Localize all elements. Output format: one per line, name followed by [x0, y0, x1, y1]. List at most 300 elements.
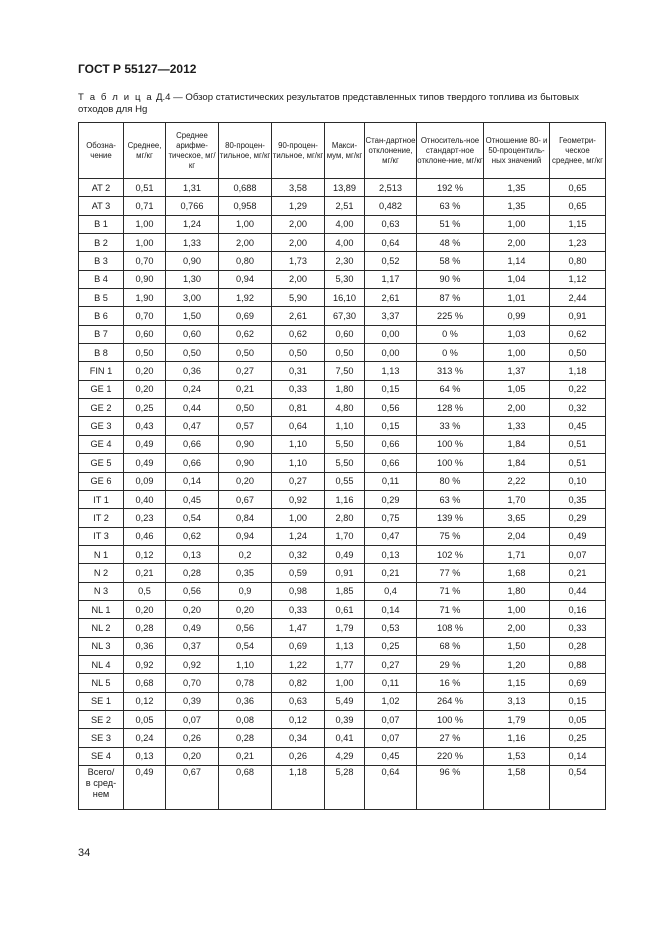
table-row: [79, 234, 606, 252]
table-cell: 2,22: [484, 472, 550, 490]
table-cell: 0,21: [365, 564, 417, 582]
column-header: Стан-дартное отклонение, мг/кг: [365, 123, 417, 179]
row-designation: B 3: [79, 252, 124, 270]
table-cell: 0,13: [166, 545, 219, 563]
table-cell: 7,50: [325, 362, 365, 380]
row-designation: NL 2: [79, 619, 124, 637]
table-cell: 0,61: [325, 600, 365, 618]
table-cell: 3,58: [272, 179, 325, 197]
table-cell: 1,68: [484, 564, 550, 582]
table-cell: 1,92: [219, 289, 272, 307]
table-cell: 0,9: [219, 582, 272, 600]
table-cell: 1,00: [325, 674, 365, 692]
table-cell: 0,90: [219, 454, 272, 472]
table-row: [79, 215, 606, 233]
table-cell: 0,33: [272, 600, 325, 618]
table-body: [79, 179, 606, 810]
table-cell: 0,64: [365, 234, 417, 252]
table-cell: 0,80: [550, 252, 606, 270]
table-cell: 1,24: [166, 215, 219, 233]
table-cell: 1,15: [484, 674, 550, 692]
table-cell: 1,16: [325, 490, 365, 508]
table-cell: 63 %: [417, 490, 484, 508]
table-cell: 0,33: [272, 380, 325, 398]
row-designation: NL 1: [79, 600, 124, 618]
table-cell: 0,12: [124, 545, 166, 563]
table-cell: 0,07: [550, 545, 606, 563]
table-cell: 0,39: [166, 692, 219, 710]
row-designation: GE 4: [79, 435, 124, 453]
table-cell: 1,79: [484, 710, 550, 728]
column-header: Геометри-ческое среднее, мг/кг: [550, 123, 606, 179]
table-row: [79, 600, 606, 618]
table-cell: 2,51: [325, 197, 365, 215]
table-cell: 1,70: [484, 490, 550, 508]
row-designation: B 6: [79, 307, 124, 325]
table-cell: 0,31: [272, 362, 325, 380]
row-designation: SE 4: [79, 747, 124, 765]
table-cell: 0,91: [550, 307, 606, 325]
table-cell: 0,36: [124, 637, 166, 655]
table-cell: 4,80: [325, 399, 365, 417]
table-cell: 0,33: [550, 619, 606, 637]
table-cell: 0,80: [219, 252, 272, 270]
table-cell: 1,14: [484, 252, 550, 270]
table-row: [79, 564, 606, 582]
table-row: [79, 729, 606, 747]
table-cell: 0,91: [325, 564, 365, 582]
row-designation: IT 3: [79, 527, 124, 545]
table-cell: 0,766: [166, 197, 219, 215]
total-cell: 0,64: [365, 766, 417, 810]
table-cell: 0,688: [219, 179, 272, 197]
table-cell: 0,44: [550, 582, 606, 600]
table-cell: 2,00: [219, 234, 272, 252]
table-cell: 1,84: [484, 435, 550, 453]
table-cell: 1,22: [272, 655, 325, 673]
table-cell: 2,513: [365, 179, 417, 197]
table-cell: 1,30: [166, 270, 219, 288]
table-cell: 1,13: [325, 637, 365, 655]
table-cell: 0,45: [550, 417, 606, 435]
table-row: [79, 527, 606, 545]
total-cell: 0,49: [124, 766, 166, 810]
table-cell: 58 %: [417, 252, 484, 270]
table-cell: 16,10: [325, 289, 365, 307]
table-cell: 0,20: [124, 600, 166, 618]
table-cell: 2,61: [272, 307, 325, 325]
table-cell: 1,00: [484, 600, 550, 618]
table-cell: 0,07: [365, 710, 417, 728]
table-cell: 0,35: [550, 490, 606, 508]
table-cell: 1,71: [484, 545, 550, 563]
table-cell: 1,23: [550, 234, 606, 252]
table-cell: 0,43: [124, 417, 166, 435]
table-cell: 0,60: [124, 325, 166, 343]
table-cell: 0,15: [365, 417, 417, 435]
page-number: 34: [78, 847, 91, 859]
table-cell: 0,11: [365, 674, 417, 692]
table-cell: 0,00: [365, 344, 417, 362]
table-cell: 0,62: [272, 325, 325, 343]
table-cell: 0,90: [166, 252, 219, 270]
table-cell: 0,20: [124, 380, 166, 398]
column-header: 90-процен-тильное, мг/кг: [272, 123, 325, 179]
table-cell: 1,01: [484, 289, 550, 307]
table-cell: 1,79: [325, 619, 365, 637]
table-cell: 0,88: [550, 655, 606, 673]
table-row: [79, 380, 606, 398]
table-cell: 0,14: [365, 600, 417, 618]
row-designation: AT 2: [79, 179, 124, 197]
table-cell: 0,62: [219, 325, 272, 343]
table-cell: 0,70: [124, 252, 166, 270]
table-cell: 1,00: [272, 509, 325, 527]
table-cell: 0,21: [219, 380, 272, 398]
table-cell: 0,55: [325, 472, 365, 490]
table-cell: 225 %: [417, 307, 484, 325]
table-cell: 0,25: [365, 637, 417, 655]
table-cell: 3,00: [166, 289, 219, 307]
table-cell: 1,13: [365, 362, 417, 380]
table-cell: 5,49: [325, 692, 365, 710]
table-cell: 1,77: [325, 655, 365, 673]
row-designation: N 3: [79, 582, 124, 600]
table-cell: 0,27: [272, 472, 325, 490]
total-label-line: в сред-: [85, 778, 117, 788]
table-cell: 0,07: [166, 710, 219, 728]
table-cell: 0,37: [166, 637, 219, 655]
table-cell: 0,44: [166, 399, 219, 417]
table-cell: 108 %: [417, 619, 484, 637]
table-cell: 1,70: [325, 527, 365, 545]
table-cell: 0 %: [417, 325, 484, 343]
table-cell: 0,65: [550, 197, 606, 215]
table-cell: 0,49: [325, 545, 365, 563]
table-cell: 100 %: [417, 454, 484, 472]
table-row: [79, 344, 606, 362]
table-cell: 1,85: [325, 582, 365, 600]
table-cell: 0,92: [272, 490, 325, 508]
table-row: [79, 509, 606, 527]
table-cell: 75 %: [417, 527, 484, 545]
table-cell: 3,65: [484, 509, 550, 527]
table-cell: 33 %: [417, 417, 484, 435]
table-cell: 2,44: [550, 289, 606, 307]
table-cell: 4,29: [325, 747, 365, 765]
table-cell: 2,04: [484, 527, 550, 545]
table-row: [79, 655, 606, 673]
table-cell: 0,66: [365, 435, 417, 453]
table-cell: 1,47: [272, 619, 325, 637]
row-designation: B 1: [79, 215, 124, 233]
total-cell: 1,58: [484, 766, 550, 810]
table-cell: 0,40: [124, 490, 166, 508]
table-cell: 0,23: [124, 509, 166, 527]
table-cell: 0,34: [272, 729, 325, 747]
table-cell: 0,27: [219, 362, 272, 380]
row-designation: AT 3: [79, 197, 124, 215]
table-cell: 0,15: [550, 692, 606, 710]
column-header: Макси-мум, мг/кг: [325, 123, 365, 179]
row-designation: SE 3: [79, 729, 124, 747]
table-row: [79, 490, 606, 508]
table-cell: 0,482: [365, 197, 417, 215]
table-cell: 0,50: [124, 344, 166, 362]
table-cell: 0,13: [124, 747, 166, 765]
table-cell: 0,51: [550, 454, 606, 472]
table-cell: 313 %: [417, 362, 484, 380]
table-cell: 2,00: [484, 234, 550, 252]
row-designation: B 8: [79, 344, 124, 362]
row-designation: GE 1: [79, 380, 124, 398]
table-row: [79, 270, 606, 288]
total-cell: 0,67: [166, 766, 219, 810]
table-cell: 0,56: [166, 582, 219, 600]
row-designation: GE 3: [79, 417, 124, 435]
table-cell: 0,56: [219, 619, 272, 637]
table-cell: 3,37: [365, 307, 417, 325]
table-cell: 0,56: [365, 399, 417, 417]
table-cell: 0,20: [166, 747, 219, 765]
table-cell: 0,20: [124, 362, 166, 380]
table-cell: 0,25: [550, 729, 606, 747]
table-cell: 16 %: [417, 674, 484, 692]
table-cell: 0,54: [219, 637, 272, 655]
column-header: Обозна-чение: [79, 123, 124, 179]
table-cell: 0,67: [219, 490, 272, 508]
table-row: [79, 619, 606, 637]
table-cell: 29 %: [417, 655, 484, 673]
table-cell: 0,36: [166, 362, 219, 380]
row-designation: SE 2: [79, 710, 124, 728]
table-cell: 1,00: [124, 215, 166, 233]
table-cell: 0,49: [550, 527, 606, 545]
row-designation: NL 4: [79, 655, 124, 673]
row-designation: B 7: [79, 325, 124, 343]
table-cell: 0,28: [550, 637, 606, 655]
table-cell: 0,63: [272, 692, 325, 710]
table-cell: 0,50: [219, 344, 272, 362]
table-cell: 5,90: [272, 289, 325, 307]
table-cell: 102 %: [417, 545, 484, 563]
table-cell: 0,00: [365, 325, 417, 343]
table-cell: 0,32: [550, 399, 606, 417]
table-cell: 0,99: [484, 307, 550, 325]
header-row: [79, 123, 606, 179]
table-row: [79, 582, 606, 600]
table-cell: 0,27: [365, 655, 417, 673]
table-cell: 71 %: [417, 582, 484, 600]
table-cell: 0,14: [166, 472, 219, 490]
row-designation: B 5: [79, 289, 124, 307]
table-cell: 0,21: [124, 564, 166, 582]
table-cell: 0,26: [272, 747, 325, 765]
row-designation: B 2: [79, 234, 124, 252]
table-cell: 77 %: [417, 564, 484, 582]
table-cell: 0,49: [166, 619, 219, 637]
table-cell: 1,10: [272, 435, 325, 453]
row-designation: SE 1: [79, 692, 124, 710]
table-cell: 1,35: [484, 179, 550, 197]
table-cell: 0,10: [550, 472, 606, 490]
total-cell: 96 %: [417, 766, 484, 810]
table-cell: 0,21: [219, 747, 272, 765]
table-cell: 0 %: [417, 344, 484, 362]
table-cell: 0,35: [219, 564, 272, 582]
table-cell: 2,30: [325, 252, 365, 270]
table-cell: 0,05: [124, 710, 166, 728]
table-cell: 1,00: [484, 344, 550, 362]
table-cell: 0,62: [166, 527, 219, 545]
table-row: [79, 399, 606, 417]
row-designation: IT 1: [79, 490, 124, 508]
table-cell: 1,37: [484, 362, 550, 380]
table-cell: 0,29: [365, 490, 417, 508]
table-cell: 0,51: [550, 435, 606, 453]
row-designation: NL 5: [79, 674, 124, 692]
table-cell: 0,50: [325, 344, 365, 362]
table-cell: 1,73: [272, 252, 325, 270]
total-cell: 1,18: [272, 766, 325, 810]
table-row: [79, 637, 606, 655]
row-designation: IT 2: [79, 509, 124, 527]
table-cell: 0,14: [550, 747, 606, 765]
table-cell: 0,81: [272, 399, 325, 417]
table-row: [79, 417, 606, 435]
table-cell: 0,68: [124, 674, 166, 692]
column-header: Относитель-ное стандарт-ное отклоне-ние, мг/кг: [417, 123, 484, 179]
table-caption: [78, 92, 598, 116]
row-designation: GE 5: [79, 454, 124, 472]
table-cell: 64 %: [417, 380, 484, 398]
table-cell: 2,00: [272, 270, 325, 288]
table-cell: 0,54: [166, 509, 219, 527]
table-cell: 5,30: [325, 270, 365, 288]
table-cell: 0,45: [166, 490, 219, 508]
table-cell: 0,75: [365, 509, 417, 527]
table-cell: 1,10: [272, 454, 325, 472]
table-cell: 1,00: [219, 215, 272, 233]
table-row: [79, 710, 606, 728]
table-cell: 0,82: [272, 674, 325, 692]
table-cell: 264 %: [417, 692, 484, 710]
table-cell: 100 %: [417, 710, 484, 728]
table-cell: 0,47: [365, 527, 417, 545]
table-caption-text: Д.4 — Обзор статистических результатов представленных типов твердого топлива из бытовых отходов для Hg: [78, 92, 579, 115]
table-cell: 0,94: [219, 527, 272, 545]
table-cell: 0,63: [365, 215, 417, 233]
table-cell: 0,65: [550, 179, 606, 197]
table-cell: 2,00: [484, 399, 550, 417]
table-cell: 27 %: [417, 729, 484, 747]
table-cell: 1,17: [365, 270, 417, 288]
table-row: [79, 472, 606, 490]
table-cell: 0,41: [325, 729, 365, 747]
table-cell: 0,51: [124, 179, 166, 197]
table-cell: 1,10: [219, 655, 272, 673]
table-cell: 1,00: [484, 215, 550, 233]
table-cell: 87 %: [417, 289, 484, 307]
table-cell: 0,94: [219, 270, 272, 288]
row-designation: N 1: [79, 545, 124, 563]
table-cell: 1,24: [272, 527, 325, 545]
table-cell: 1,29: [272, 197, 325, 215]
table-cell: 67,30: [325, 307, 365, 325]
total-label-line: нем: [92, 789, 110, 799]
table-cell: 71 %: [417, 600, 484, 618]
table-cell: 0,13: [365, 545, 417, 563]
table-cell: 0,29: [550, 509, 606, 527]
table-cell: 0,09: [124, 472, 166, 490]
table-cell: 1,12: [550, 270, 606, 288]
total-cell: 0,54: [550, 766, 606, 810]
table-row: [79, 747, 606, 765]
table-cell: 0,92: [124, 655, 166, 673]
table-cell: 2,80: [325, 509, 365, 527]
table-cell: 1,80: [484, 582, 550, 600]
table-cell: 5,50: [325, 454, 365, 472]
table-cell: 2,61: [365, 289, 417, 307]
table-cell: 1,50: [484, 637, 550, 655]
table-cell: 0,45: [365, 747, 417, 765]
table-cell: 0,92: [166, 655, 219, 673]
table-row: [79, 252, 606, 270]
table-cell: 0,25: [124, 399, 166, 417]
table-cell: 0,21: [550, 564, 606, 582]
document-title: ГОСТ Р 55127—2012: [78, 62, 197, 76]
table-row: [79, 325, 606, 343]
table-cell: 1,35: [484, 197, 550, 215]
table-cell: 2,00: [484, 619, 550, 637]
table-cell: 0,49: [124, 435, 166, 453]
row-designation: B 4: [79, 270, 124, 288]
column-header: 80-процен-тильное, мг/кг: [219, 123, 272, 179]
table-row: [79, 454, 606, 472]
table-cell: 0,57: [219, 417, 272, 435]
statistics-table: [78, 122, 606, 810]
table-cell: 0,59: [272, 564, 325, 582]
table-cell: 0,53: [365, 619, 417, 637]
table-cell: 0,12: [272, 710, 325, 728]
table-cell: 1,90: [124, 289, 166, 307]
table-cell: 139 %: [417, 509, 484, 527]
table-header: [79, 123, 606, 179]
table-cell: 0,50: [166, 344, 219, 362]
table-cell: 0,50: [219, 399, 272, 417]
table-cell: 0,62: [550, 325, 606, 343]
column-header: Среднее, мг/кг: [124, 123, 166, 179]
table-cell: 0,24: [166, 380, 219, 398]
table-cell: 1,20: [484, 655, 550, 673]
table-row: [79, 435, 606, 453]
table-cell: 0,5: [124, 582, 166, 600]
table-cell: 2,00: [272, 234, 325, 252]
column-header: Среднее арифме-тическое, мг/кг: [166, 123, 219, 179]
table-row: [79, 197, 606, 215]
table-cell: 0,32: [272, 545, 325, 563]
table-cell: 0,22: [550, 380, 606, 398]
table-cell: 192 %: [417, 179, 484, 197]
row-designation: GE 2: [79, 399, 124, 417]
table-cell: 1,04: [484, 270, 550, 288]
total-label-line: Всего/: [87, 767, 115, 777]
table-cell: 0,49: [124, 454, 166, 472]
table-cell: 0,05: [550, 710, 606, 728]
column-header: Отношение 80- и 50-процентиль-ных значений: [484, 123, 550, 179]
table-cell: 0,46: [124, 527, 166, 545]
table-cell: 0,70: [166, 674, 219, 692]
